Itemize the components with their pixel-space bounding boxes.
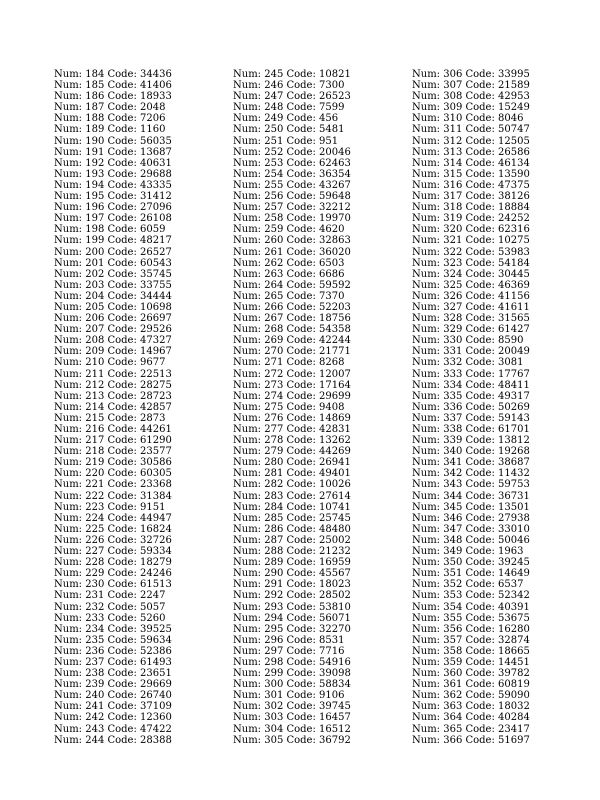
- num-code-entry: Num: 289 Code: 16959: [233, 557, 351, 569]
- num-code-entry: Num: 325 Code: 46369: [412, 279, 530, 291]
- num-code-entry: Num: 320 Code: 62316: [412, 224, 530, 236]
- num-code-entry: Num: 334 Code: 48411: [412, 379, 530, 391]
- num-code-entry: Num: 242 Code: 12360: [54, 712, 172, 724]
- num-code-entry: Num: 337 Code: 59143: [412, 412, 530, 424]
- num-code-entry: Num: 264 Code: 59592: [233, 279, 351, 291]
- num-code-entry: Num: 279 Code: 44269: [233, 446, 351, 458]
- num-code-entry: Num: 227 Code: 59334: [54, 546, 172, 558]
- num-code-entry: Num: 303 Code: 16457: [233, 712, 351, 724]
- num-code-entry: Num: 222 Code: 31384: [54, 490, 172, 502]
- num-code-entry: Num: 213 Code: 28723: [54, 390, 172, 402]
- num-code-entry: Num: 288 Code: 21232: [233, 546, 351, 558]
- num-code-entry: Num: 317 Code: 38126: [412, 191, 530, 203]
- num-code-entry: Num: 353 Code: 52342: [412, 590, 530, 602]
- num-code-entry: Num: 198 Code: 6059: [54, 224, 166, 236]
- num-code-entry: Num: 202 Code: 35745: [54, 268, 172, 280]
- num-code-entry: Num: 258 Code: 19970: [233, 213, 351, 225]
- num-code-entry: Num: 207 Code: 29526: [54, 324, 172, 336]
- num-code-entry: Num: 338 Code: 61701: [412, 424, 530, 435]
- num-code-entry: Num: 206 Code: 26697: [54, 313, 172, 325]
- num-code-entry: Num: 352 Code: 6537: [412, 579, 524, 591]
- num-code-entry: Num: 270 Code: 21771: [233, 346, 351, 358]
- num-code-entry: Num: 315 Code: 13590: [412, 168, 530, 180]
- num-code-entry: Num: 314 Code: 46134: [412, 157, 530, 169]
- num-code-entry: Num: 287 Code: 25002: [233, 534, 351, 546]
- num-code-entry: Num: 271 Code: 8268: [233, 357, 345, 369]
- num-code-entry: Num: 244 Code: 28388: [54, 734, 172, 746]
- num-code-entry: Num: 341 Code: 38687: [412, 457, 530, 469]
- num-code-entry: Num: 187 Code: 2048: [54, 102, 166, 114]
- num-code-entry: Num: 342 Code: 11432: [412, 468, 530, 480]
- num-code-entry: Num: 274 Code: 29699: [233, 390, 351, 402]
- num-code-entry: Num: 230 Code: 61513: [54, 579, 172, 591]
- num-code-entry: Num: 323 Code: 54184: [412, 257, 530, 269]
- num-code-entry: Num: 364 Code: 40284: [412, 712, 530, 724]
- num-code-entry: Num: 210 Code: 9677: [54, 357, 166, 369]
- num-code-entry: Num: 225 Code: 16824: [54, 523, 172, 535]
- num-code-entry: Num: 348 Code: 50046: [412, 534, 530, 546]
- num-code-entry: Num: 277 Code: 42831: [233, 424, 351, 435]
- num-code-entry: Num: 339 Code: 13812: [412, 435, 530, 447]
- num-code-entry: Num: 283 Code: 27614: [233, 490, 351, 502]
- num-code-entry: Num: 193 Code: 29688: [54, 168, 172, 180]
- num-code-entry: Num: 228 Code: 18279: [54, 557, 172, 569]
- num-code-entry: Num: 282 Code: 10026: [233, 479, 351, 491]
- num-code-entry: Num: 265 Code: 7370: [233, 290, 345, 302]
- num-code-entry: Num: 204 Code: 34444: [54, 290, 172, 302]
- num-code-entry: Num: 221 Code: 23368: [54, 479, 172, 491]
- num-code-entry: Num: 194 Code: 43335: [54, 179, 172, 191]
- num-code-entry: Num: 251 Code: 951: [233, 135, 339, 147]
- num-code-entry: Num: 203 Code: 33755: [54, 279, 172, 291]
- num-code-entry: Num: 309 Code: 15249: [412, 102, 530, 114]
- num-code-entry: Num: 205 Code: 10698: [54, 301, 172, 313]
- num-code-entry: Num: 217 Code: 61290: [54, 435, 172, 447]
- num-code-entry: Num: 298 Code: 54916: [233, 656, 351, 668]
- num-code-entry: Num: 280 Code: 26941: [233, 457, 351, 469]
- num-code-entry: Num: 266 Code: 52203: [233, 301, 351, 313]
- column-1: [54, 69, 229, 746]
- num-code-entry: Num: 361 Code: 60819: [412, 679, 530, 691]
- num-code-entry: Num: 301 Code: 9106: [233, 690, 345, 702]
- num-code-entry: Num: 310 Code: 8046: [412, 113, 524, 125]
- num-code-entry: Num: 326 Code: 41156: [412, 290, 530, 302]
- num-code-entry: Num: 248 Code: 7599: [233, 102, 345, 114]
- num-code-entry: Num: 308 Code: 42953: [412, 91, 530, 103]
- num-code-entry: Num: 350 Code: 39245: [412, 557, 530, 569]
- num-code-entry: Num: 316 Code: 47375: [412, 179, 530, 191]
- num-code-entry: Num: 185 Code: 41406: [54, 80, 172, 92]
- num-code-entry: Num: 250 Code: 5481: [233, 124, 345, 136]
- num-code-entry: Num: 351 Code: 14649: [412, 568, 530, 580]
- num-code-entry: Num: 305 Code: 36792: [233, 734, 351, 746]
- num-code-entry: Num: 259 Code: 4620: [233, 224, 345, 236]
- num-code-entry: Num: 188 Code: 7206: [54, 113, 166, 125]
- num-code-entry: Num: 333 Code: 17767: [412, 368, 530, 380]
- num-code-entry: Num: 231 Code: 2247: [54, 590, 166, 602]
- num-code-entry: Num: 329 Code: 61427: [412, 324, 530, 336]
- num-code-entry: Num: 223 Code: 9151: [54, 501, 166, 513]
- num-code-entry: Num: 184 Code: 34436: [54, 69, 172, 80]
- num-code-entry: Num: 253 Code: 62463: [233, 157, 351, 169]
- num-code-entry: Num: 239 Code: 29669: [54, 679, 172, 691]
- num-code-entry: Num: 245 Code: 10821: [233, 69, 351, 80]
- num-code-entry: Num: 293 Code: 53810: [233, 601, 351, 613]
- num-code-entry: Num: 257 Code: 32212: [233, 202, 351, 214]
- num-code-entry: Num: 192 Code: 40631: [54, 157, 172, 169]
- num-code-entry: Num: 304 Code: 16512: [233, 723, 351, 735]
- num-code-entry: Num: 268 Code: 54358: [233, 324, 351, 336]
- num-code-entry: Num: 324 Code: 30445: [412, 268, 530, 280]
- num-code-entry: Num: 199 Code: 48217: [54, 235, 172, 247]
- num-code-entry: Num: 232 Code: 5057: [54, 601, 166, 613]
- num-code-entry: Num: 226 Code: 32726: [54, 534, 172, 546]
- num-code-entry: Num: 365 Code: 23417: [412, 723, 530, 735]
- num-code-entry: Num: 215 Code: 2873: [54, 412, 166, 424]
- num-code-entry: Num: 360 Code: 39782: [412, 668, 530, 680]
- num-code-entry: Num: 312 Code: 12505: [412, 135, 530, 147]
- num-code-entry: Num: 296 Code: 8531: [233, 634, 345, 646]
- num-code-entry: Num: 346 Code: 27938: [412, 512, 530, 524]
- num-code-entry: Num: 219 Code: 30586: [54, 457, 172, 469]
- num-code-entry: Num: 186 Code: 18933: [54, 91, 172, 103]
- column-3: [412, 69, 587, 746]
- num-code-entry: Num: 349 Code: 1963: [412, 546, 524, 558]
- num-code-entry: Num: 260 Code: 32863: [233, 235, 351, 247]
- num-code-entry: Num: 233 Code: 5260: [54, 612, 166, 624]
- num-code-entry: Num: 220 Code: 60305: [54, 468, 172, 480]
- num-code-entry: Num: 247 Code: 26523: [233, 91, 351, 103]
- num-code-entry: Num: 208 Code: 47327: [54, 335, 172, 347]
- num-code-entry: Num: 302 Code: 39745: [233, 701, 351, 713]
- num-code-entry: Num: 218 Code: 23577: [54, 446, 172, 458]
- num-code-entry: Num: 238 Code: 23651: [54, 668, 172, 680]
- num-code-entry: Num: 344 Code: 36731: [412, 490, 530, 502]
- num-code-entry: Num: 328 Code: 31565: [412, 313, 530, 325]
- num-code-entry: Num: 297 Code: 7716: [233, 645, 345, 657]
- column-2: [233, 69, 408, 746]
- num-code-entry: Num: 189 Code: 1160: [54, 124, 166, 136]
- num-code-entry: Num: 272 Code: 12007: [233, 368, 351, 380]
- num-code-entry: Num: 211 Code: 22513: [54, 368, 172, 380]
- num-code-entry: Num: 336 Code: 50269: [412, 401, 530, 413]
- num-code-entry: Num: 255 Code: 43267: [233, 179, 351, 191]
- num-code-entry: Num: 285 Code: 25745: [233, 512, 351, 524]
- num-code-entry: Num: 216 Code: 44261: [54, 424, 172, 435]
- num-code-entry: Num: 292 Code: 28502: [233, 590, 351, 602]
- num-code-entry: Num: 263 Code: 6686: [233, 268, 345, 280]
- num-code-entry: Num: 359 Code: 14451: [412, 656, 530, 668]
- num-code-entry: Num: 366 Code: 51697: [412, 734, 530, 746]
- num-code-entry: Num: 294 Code: 56071: [233, 612, 351, 624]
- num-code-entry: Num: 281 Code: 49401: [233, 468, 351, 480]
- num-code-entry: Num: 299 Code: 39098: [233, 668, 351, 680]
- num-code-entry: Num: 327 Code: 41611: [412, 301, 530, 313]
- num-code-entry: Num: 234 Code: 39525: [54, 623, 172, 635]
- num-code-entry: Num: 214 Code: 42857: [54, 401, 172, 413]
- num-code-entry: Num: 262 Code: 6503: [233, 257, 345, 269]
- num-code-entry: Num: 354 Code: 40391: [412, 601, 530, 613]
- num-code-entry: Num: 224 Code: 44947: [54, 512, 172, 524]
- num-code-entry: Num: 318 Code: 18884: [412, 202, 530, 214]
- num-code-entry: Num: 246 Code: 7300: [233, 80, 345, 92]
- num-code-entry: Num: 313 Code: 26586: [412, 146, 530, 158]
- num-code-entry: Num: 249 Code: 456: [233, 113, 339, 125]
- num-code-entry: Num: 236 Code: 52386: [54, 645, 172, 657]
- num-code-entry: Num: 256 Code: 59648: [233, 191, 351, 203]
- num-code-entry: Num: 275 Code: 9408: [233, 401, 345, 413]
- num-code-entry: Num: 252 Code: 20046: [233, 146, 351, 158]
- num-code-entry: Num: 267 Code: 18756: [233, 313, 351, 325]
- num-code-entry: Num: 284 Code: 10741: [233, 501, 351, 513]
- num-code-entry: Num: 286 Code: 48480: [233, 523, 351, 535]
- num-code-entry: Num: 322 Code: 53983: [412, 246, 530, 258]
- num-code-entry: Num: 343 Code: 59753: [412, 479, 530, 491]
- num-code-entry: Num: 300 Code: 58834: [233, 679, 351, 691]
- num-code-entry: Num: 358 Code: 18665: [412, 645, 530, 657]
- num-code-entry: Num: 209 Code: 14967: [54, 346, 172, 358]
- num-code-entry: Num: 345 Code: 13501: [412, 501, 530, 513]
- num-code-entry: Num: 254 Code: 36354: [233, 168, 351, 180]
- num-code-entry: Num: 237 Code: 61493: [54, 656, 172, 668]
- num-code-entry: Num: 321 Code: 10275: [412, 235, 530, 247]
- num-code-entry: Num: 335 Code: 49317: [412, 390, 530, 402]
- num-code-entry: Num: 330 Code: 8590: [412, 335, 524, 347]
- num-code-entry: Num: 307 Code: 21589: [412, 80, 530, 92]
- num-code-entry: Num: 332 Code: 3081: [412, 357, 524, 369]
- num-code-entry: Num: 340 Code: 19268: [412, 446, 530, 458]
- num-code-entry: Num: 197 Code: 26108: [54, 213, 172, 225]
- num-code-entry: Num: 311 Code: 50747: [412, 124, 530, 136]
- num-code-entry: Num: 195 Code: 31412: [54, 191, 172, 203]
- num-code-entry: Num: 276 Code: 14869: [233, 412, 351, 424]
- num-code-entry: Num: 196 Code: 27096: [54, 202, 172, 214]
- num-code-entry: Num: 229 Code: 24246: [54, 568, 172, 580]
- num-code-entry: Num: 306 Code: 33995: [412, 69, 530, 80]
- num-code-entry: Num: 241 Code: 37109: [54, 701, 172, 713]
- num-code-entry: Num: 363 Code: 18032: [412, 701, 530, 713]
- num-code-entry: Num: 356 Code: 16280: [412, 623, 530, 635]
- num-code-entry: Num: 190 Code: 56035: [54, 135, 172, 147]
- num-code-entry: Num: 191 Code: 13687: [54, 146, 172, 158]
- num-code-entry: Num: 200 Code: 26527: [54, 246, 172, 258]
- num-code-entry: Num: 331 Code: 20049: [412, 346, 530, 358]
- num-code-entry: Num: 240 Code: 26740: [54, 690, 172, 702]
- num-code-entry: Num: 319 Code: 24252: [412, 213, 530, 225]
- num-code-entry: Num: 355 Code: 53675: [412, 612, 530, 624]
- num-code-entry: Num: 347 Code: 33010: [412, 523, 530, 535]
- num-code-entry: Num: 291 Code: 18023: [233, 579, 351, 591]
- num-code-entry: Num: 269 Code: 42244: [233, 335, 351, 347]
- num-code-entry: Num: 243 Code: 47422: [54, 723, 172, 735]
- num-code-entry: Num: 362 Code: 59090: [412, 690, 530, 702]
- num-code-entry: Num: 201 Code: 60543: [54, 257, 172, 269]
- num-code-entry: Num: 295 Code: 32270: [233, 623, 351, 635]
- num-code-entry: Num: 212 Code: 28275: [54, 379, 172, 391]
- num-code-entry: Num: 273 Code: 17164: [233, 379, 351, 391]
- num-code-entry: Num: 278 Code: 13262: [233, 435, 351, 447]
- num-code-entry: Num: 261 Code: 36020: [233, 246, 351, 258]
- num-code-entry: Num: 357 Code: 32874: [412, 634, 530, 646]
- num-code-entry: Num: 290 Code: 45567: [233, 568, 351, 580]
- num-code-entry: Num: 235 Code: 59634: [54, 634, 172, 646]
